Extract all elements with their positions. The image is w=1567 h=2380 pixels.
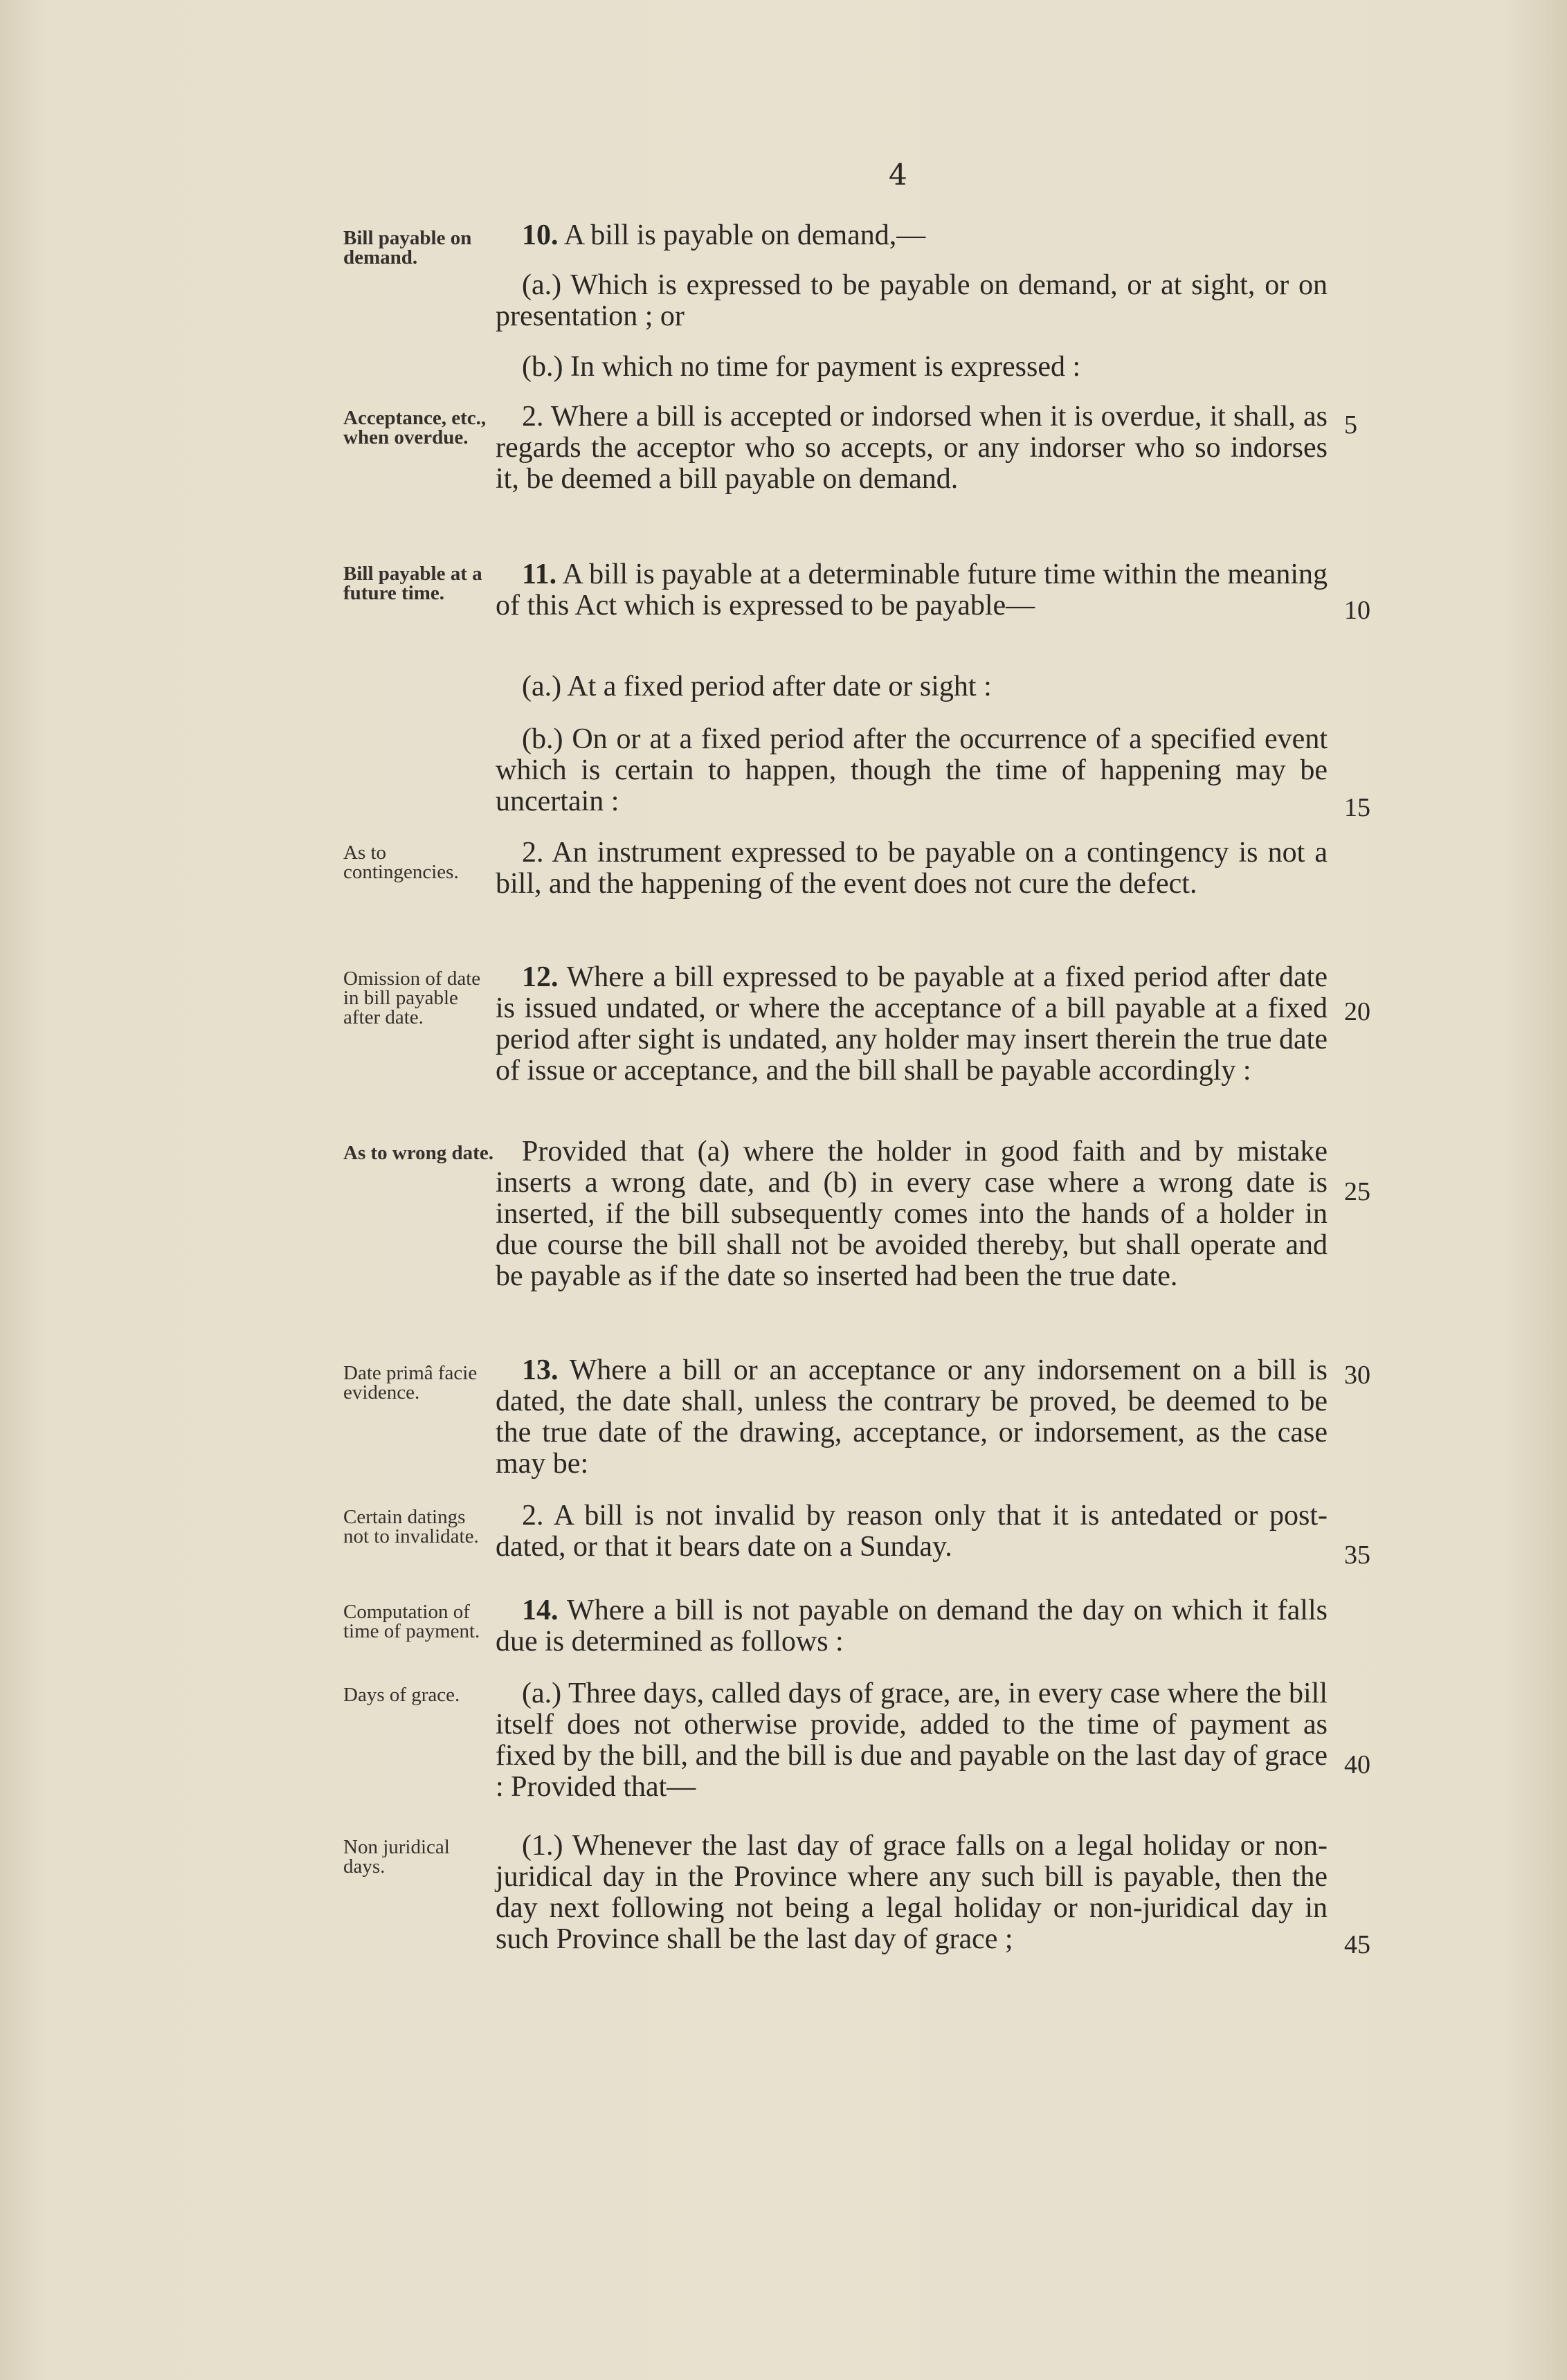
section-14-clause-a — [496, 1678, 1328, 1803]
paragraph-text: (b.) In which no time for payment is expressed : — [522, 351, 1081, 383]
line-number: 30 — [1344, 1361, 1370, 1390]
section-14-clause-1 — [496, 1831, 1328, 1955]
paragraph-text: (a.) Which is expressed to be payable on demand, or at sight, or on presentation ; or — [496, 269, 1328, 332]
paragraph-text: Where a bill or an acceptance or any indorsement on a bill is dated, the date shall, unless the contrary be proved, be deemed to be the true date of the drawing, acceptance, or indorsement, as the case may be: — [496, 1354, 1328, 1480]
line-number: 15 — [1344, 793, 1370, 822]
line-number: 35 — [1344, 1541, 1370, 1570]
section-10-clause-a — [496, 270, 1328, 332]
section-14-heading — [496, 1595, 1328, 1657]
margin-note-bill-payable-future: Bill payable at a future time. — [343, 563, 482, 604]
section-11-clause-a — [496, 671, 1328, 702]
margin-note-days-of-grace: Days of grace. — [343, 1684, 460, 1706]
margin-note-non-juridical: Non juridical days. — [343, 1836, 450, 1878]
paragraph-text: 2. Where a bill is accepted or indorsed when it is overdue, it shall, as regards the acceptor who so accepts, or any indorser who so indorses it, be deemed a bill payable on demand. — [496, 401, 1328, 495]
margin-note-date-prima-facie: Date primâ facie evidence. — [343, 1362, 478, 1404]
section-number: 11. — [522, 558, 557, 590]
paragraph-text: 2. An instrument expressed to be payable on a contingency is not a bill, and the happening of the event does not cure the defect. — [496, 837, 1328, 900]
margin-note-omission-of-date: Omission of date in bill payable after date. — [343, 968, 481, 1028]
section-11-subsection-2 — [496, 837, 1328, 900]
section-12-heading — [496, 962, 1328, 1087]
paragraph-text: A bill is payable on demand,— — [563, 219, 926, 251]
page-number: 4 — [889, 158, 907, 192]
line-number: 25 — [1344, 1177, 1370, 1206]
line-number: 45 — [1344, 1930, 1370, 1959]
margin-note-acceptance-overdue: Acceptance, etc., when overdue. — [343, 407, 487, 448]
line-number: 20 — [1344, 997, 1370, 1026]
section-11-clause-b — [496, 724, 1328, 817]
line-number: 10 — [1344, 596, 1370, 625]
paragraph-text: (b.) On or at a fixed period after the occurrence of a specified event which is certain to happen, though the time of happening may be uncertain : — [496, 723, 1328, 817]
section-number: 10. — [522, 219, 559, 251]
section-number: 13. — [522, 1354, 559, 1386]
section-13-heading — [496, 1355, 1328, 1480]
paragraph-text: 2. A bill is not invalid by reason only that it is antedated or post-dated, or that it bears date on a Sunday. — [496, 1500, 1328, 1563]
margin-note-contingencies: As to contingencies. — [343, 842, 459, 883]
paragraph-text: (1.) Whenever the last day of grace falls on a legal holiday or non-juridical day in the Province where any such bill is payable, then the day next following not being a legal holiday or non-juridical day in such Province shall be the last day of grace ; — [496, 1830, 1328, 1955]
line-number: 5 — [1344, 410, 1357, 439]
paragraph-text: Where a bill is not payable on demand the day on which it falls due is determined as follows : — [496, 1595, 1328, 1657]
section-13-subsection-2 — [496, 1500, 1328, 1563]
paragraph-text: Where a bill expressed to be payable at a fixed period after date is issued undated, or where the acceptance of a bill payable at a fixed period after sight is undated, any holder may insert therein the true date of issue or acceptance, and the bill shall be payable accordingly : — [496, 961, 1328, 1087]
margin-note-certain-datings: Certain datings not to invalidate. — [343, 1506, 479, 1547]
paragraph-text: (a.) At a fixed period after date or sight : — [522, 671, 992, 702]
section-10-subsection-2 — [496, 401, 1328, 495]
margin-note-computation: Computation of time of payment. — [343, 1601, 480, 1642]
paragraph-text: A bill is payable at a determinable future time within the meaning of this Act which is expressed to be payable— — [496, 558, 1328, 621]
section-10-clause-b — [496, 352, 1328, 383]
margin-note-wrong-date: As to wrong date. — [343, 1142, 493, 1164]
section-number: 12. — [522, 961, 559, 993]
section-12-proviso — [496, 1136, 1328, 1292]
section-10-heading — [496, 220, 1328, 251]
line-number: 40 — [1344, 1750, 1370, 1779]
section-number: 14. — [522, 1595, 559, 1626]
margin-note-bill-payable-on-demand: Bill payable on demand. — [343, 227, 472, 269]
paragraph-text: (a.) Three days, called days of grace, are, in every case where the bill itself does not otherwise provide, added to the time of payment as fixed by the bill, and the bill is due and payable on the last day of grace : Provided that— — [496, 1678, 1328, 1803]
section-11-heading — [496, 559, 1328, 621]
paragraph-text: Provided that (a) where the holder in good faith and by mistake inserts a wrong date, and (b) in every case where a wrong date is inserted, if the bill subsequently comes into the hands of a holder in due course the bill shall not be avoided thereby, but shall operate and be payable as if the date so inserted had been the true date. — [496, 1136, 1328, 1292]
